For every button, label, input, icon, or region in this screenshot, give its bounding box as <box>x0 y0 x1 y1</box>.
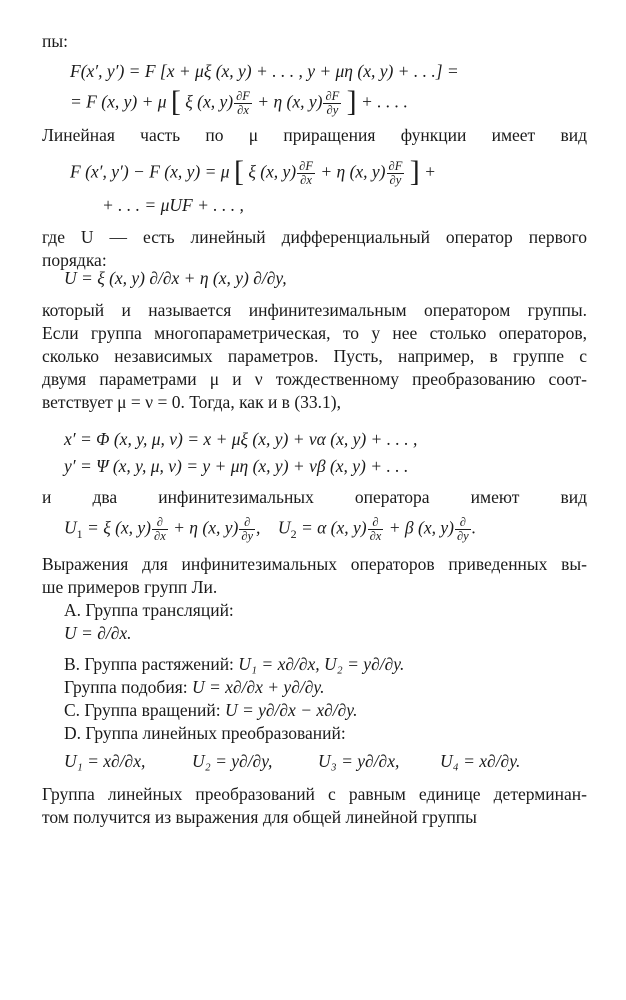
equation-linear-ops-4: U₄ = x∂/∂y. <box>440 751 521 771</box>
fraction: $\frac{\partial F}{\partial x}$ <box>299 159 313 187</box>
text-line: том получится из выражения для общей линейной группы <box>42 807 477 827</box>
text-line: пы: <box>42 31 68 51</box>
group-similar-label: Группа подобия: <box>64 677 188 697</box>
eq-part: F (x′, y′) − F (x, y) = μ <box>70 161 230 182</box>
group-b-label: В. Группа растяжений: <box>64 654 234 674</box>
fraction: $\frac{\partial F}{\partial y}$ <box>325 89 340 117</box>
text-line: сколько независимых параметров. Пусть, например, в группе с <box>42 346 587 366</box>
fraction: $\frac{\partial}{\partial x}$ <box>154 515 166 543</box>
equation-operator-U: U = ξ (x, y) ∂/∂x + η (x, y) ∂/∂y, <box>64 268 287 288</box>
group-similar-formula: U = x∂/∂x + y∂/∂y. <box>191 677 325 697</box>
group-b-formula: U₁ = x∂/∂x, U₂ = y∂/∂y. <box>238 654 405 674</box>
equation-linear-ops-2: U₂ = y∂/∂y, <box>192 751 273 771</box>
equation-translation: U = ∂/∂x. <box>64 623 132 643</box>
eq-part: + . . . . <box>361 91 408 112</box>
text-line: Если группа многопараметрическая, то у нее столько операторов, <box>42 323 587 343</box>
group-d-heading: D. Группа линейных преобразований: <box>64 723 346 743</box>
equation-two-operators: $U_1 = \xi$ (x, y) $\frac{\partial}{\partial x}$ + η (x, y) $\frac{\partial}{\partial y}$ , $U_2 = \alpha$ (x, y) $\frac{\partial}{\partial x}$ + β (x, y) $\frac{\partial}{\partial y}$ . <box>64 515 477 543</box>
equation-x-prime: x′ = Φ (x, y, μ, ν) = x + μξ (x, y) + να (x, y) + . . . , <box>64 429 418 449</box>
equation-y-prime: y′ = Ψ (x, y, μ, ν) = y + μη (x, y) + νβ (x, y) + . . . <box>64 456 409 476</box>
bracket-open: [ <box>170 85 181 118</box>
bracket-close: ] <box>346 85 357 118</box>
eq-part: = F (x, y) + μ <box>70 91 167 112</box>
text-line: ше примеров групп Ли. <box>42 577 218 597</box>
group-similar-line <box>64 676 325 699</box>
group-b-line <box>64 653 404 676</box>
bracket-open: [ <box>233 155 244 188</box>
equation-increment-line1: F (x′, y′) − F (x, y) = μ [ ξ (x, y) $\frac{\partial F}{\partial x}$ + η (x, y) $\frac{\partial F}{\partial y}$ ] + <box>70 155 436 188</box>
text-line: Выражения для инфинитезимальных операторов приведенных вы- <box>42 554 587 574</box>
text-line: порядка: <box>42 250 107 270</box>
equation-transform-line1: F(x′, y′) = F [x + μξ (x, y) + . . . , y + μη (x, y) + . . .] = <box>70 61 459 81</box>
group-c-label: С. Группа вращений: <box>64 700 221 720</box>
text-line: Линейная часть по μ приращения функции имеет вид <box>42 125 587 145</box>
group-c-formula: U = y∂/∂x − x∂/∂y. <box>224 700 358 720</box>
group-c-line <box>64 699 358 722</box>
bracket-close: ] <box>409 155 420 188</box>
equation-increment-line2: + . . . = μUF + . . . , <box>102 195 244 215</box>
fraction: $\frac{\partial F}{\partial y}$ <box>388 159 403 187</box>
equation-transform-line2: = F (x, y) + μ [ ξ (x, y) $\frac{\partial F}{\partial x}$ + η (x, y) $\frac{\partial F}{\partial y}$ ] + . . . . <box>70 85 408 118</box>
text-line: Группа линейных преобразований с равным единице детерминан- <box>42 784 587 804</box>
equation-linear-ops-3: U₃ = y∂/∂x, <box>318 751 400 771</box>
text-line: который и называется инфинитезимальным оператором группы. <box>42 300 587 320</box>
fraction: $\frac{\partial}{\partial y}$ <box>241 515 254 543</box>
text-line: и два инфинитезимальных оператора имеют вид <box>42 487 587 507</box>
equation-linear-ops-1: U₁ = x∂/∂x, <box>64 751 146 771</box>
text-line: ветствует μ = ν = 0. Тогда, как и в (33.1), <box>42 392 341 412</box>
text-line: где U — есть линейный дифференциальный оператор первого <box>42 227 587 247</box>
fraction: $\frac{\partial}{\partial y}$ <box>456 515 469 543</box>
fraction: $\frac{\partial F}{\partial x}$ <box>236 89 250 117</box>
group-a-heading: А. Группа трансляций: <box>64 600 234 620</box>
fraction: $\frac{\partial}{\partial x}$ <box>369 515 382 543</box>
text-line: двумя параметрами μ и ν тождественному преобразованию соот- <box>42 369 587 389</box>
